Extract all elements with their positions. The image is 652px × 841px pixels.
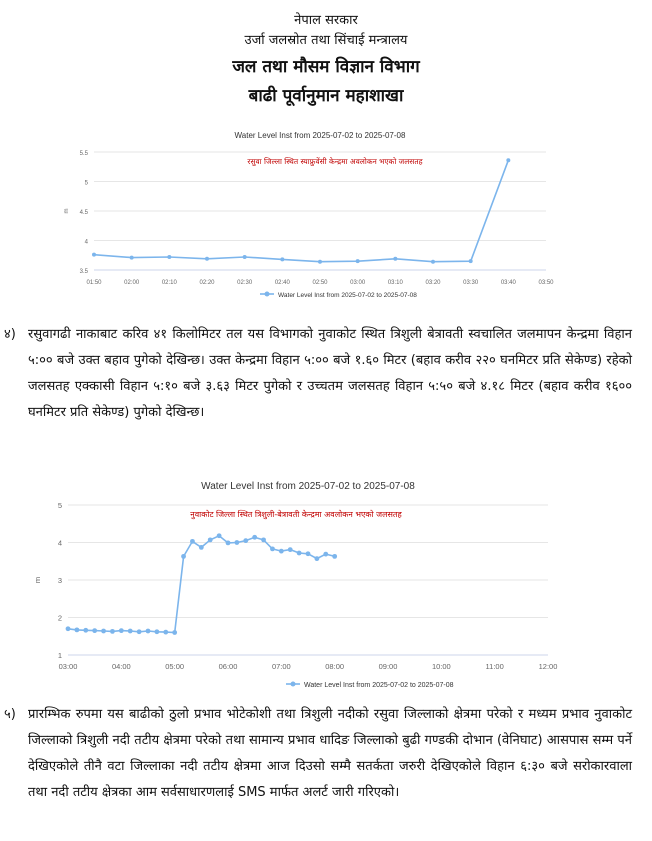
data-point [279, 549, 284, 554]
data-point [234, 540, 239, 545]
legend-point-symbol [265, 292, 270, 297]
x-tick-label: 03:10 [387, 280, 403, 286]
x-tick-label: 08:00 [325, 662, 345, 671]
data-point [92, 253, 96, 257]
x-tick-label: 11:00 [485, 662, 504, 671]
y-tick-label: 5.5 [79, 151, 88, 157]
x-tick-label: 04:00 [111, 662, 131, 671]
y-tick-label: 5 [57, 501, 62, 510]
y-tick-label: 1 [57, 651, 62, 660]
x-tick-label: 01:50 [86, 280, 102, 286]
data-point [205, 257, 209, 261]
chart-syafrubesi-water-level [60, 126, 560, 306]
x-tick-label: 07:00 [271, 662, 291, 671]
data-point [110, 629, 115, 634]
paragraph-5 [4, 702, 632, 806]
x-tick-label: 06:00 [218, 662, 238, 671]
department-name: जल तथा मौसम विज्ञान विभाग [232, 57, 420, 77]
data-point [172, 630, 177, 635]
data-point [288, 547, 293, 552]
paragraph-5-number: ५) [4, 707, 16, 722]
x-tick-label: 12:00 [538, 662, 558, 671]
paragraph-4-number: ४) [4, 327, 16, 342]
data-point [217, 533, 222, 538]
legend-label: Water Level Inst from 2025-07-02 to 2025-07-08 [304, 682, 454, 689]
data-point [167, 255, 171, 259]
chart-trishuli-water-level [28, 474, 568, 696]
chart-annotation: रसुवा जिल्ला स्थित स्याफ्रुवेंसी केन्द्रमा अवलोकन भएको जलसतह [247, 157, 423, 166]
x-tick-label: 10:00 [431, 662, 451, 671]
division-name: बाढी पूर्वानुमान महाशाखा [248, 86, 404, 106]
x-tick-label: 03:50 [538, 280, 554, 286]
data-point [190, 539, 195, 544]
data-point [469, 259, 473, 263]
x-tick-label: 03:20 [425, 280, 441, 286]
data-point [163, 630, 168, 635]
y-tick-label: 4.5 [79, 210, 88, 216]
x-tick-label: 02:50 [312, 280, 328, 286]
data-point [243, 255, 247, 259]
data-point [297, 551, 302, 556]
x-tick-label: 02:00 [124, 280, 140, 286]
data-point [199, 545, 204, 550]
data-point [280, 257, 284, 261]
chart1-svg [60, 126, 560, 306]
y-tick-label: 3 [57, 576, 62, 585]
data-point [119, 628, 124, 633]
data-point [314, 556, 319, 561]
gov-name: नेपाल सरकार [294, 13, 358, 28]
y-tick-label: 4 [84, 239, 88, 246]
data-point [101, 629, 106, 634]
x-tick-label: 02:40 [274, 280, 290, 286]
x-tick-label: 05:00 [165, 662, 185, 671]
x-tick-label: 02:30 [237, 280, 253, 286]
data-point [393, 257, 397, 261]
data-point [137, 629, 142, 634]
data-point [146, 629, 151, 634]
data-point [431, 260, 435, 264]
ministry-name: उर्जा जलस्रोत तथा सिंचाई मन्त्रालय [244, 33, 408, 48]
x-tick-label: 02:10 [161, 280, 177, 286]
data-point [306, 551, 311, 556]
data-point [181, 554, 186, 559]
data-point [66, 626, 71, 631]
data-point [356, 259, 360, 263]
data-point [128, 629, 133, 634]
data-point [83, 628, 88, 633]
legend-label: Water Level Inst from 2025-07-02 to 2025-07-08 [278, 292, 417, 299]
y-axis-label: m [33, 576, 42, 584]
y-tick-label: 4 [57, 538, 62, 548]
y-tick-label: 2 [57, 613, 62, 623]
legend-point-symbol [291, 682, 296, 687]
x-tick-label: 03:40 [500, 280, 516, 286]
data-point [243, 538, 248, 543]
data-point [154, 629, 159, 634]
data-point [270, 546, 275, 551]
chart-title: Water Level Inst from 2025-07-02 to 2025-07-08 [201, 481, 415, 492]
paragraph-4 [4, 322, 632, 426]
data-point [208, 537, 213, 542]
x-tick-label: 09:00 [378, 662, 398, 671]
data-point [261, 537, 266, 542]
x-tick-label: 03:00 [58, 662, 78, 671]
y-axis-label: m [64, 208, 70, 214]
x-tick-label: 02:20 [199, 280, 215, 286]
chart-title: Water Level Inst from 2025-07-02 to 2025-07-08 [234, 131, 406, 140]
chart-annotation: नुवाकोट जिल्ला स्थित त्रिशुली-बेत्रावती केन्द्रमा अवलोकन भएको जलसतह [190, 510, 402, 519]
data-point [332, 554, 337, 559]
x-tick-label: 03:30 [463, 280, 479, 286]
x-tick-label: 03:00 [350, 280, 366, 286]
y-tick-label: 5 [84, 180, 88, 187]
data-point [506, 158, 510, 162]
data-point [252, 535, 257, 540]
data-point [92, 628, 97, 633]
paragraph-5-text: प्रारम्भिक रुपमा यस बाढीको ठुलो प्रभाव भोटेकोशी तथा त्रिशुली नदीको रसुवा जिल्लाको क्षेत्रमा परेको र मध्यम प्रभाव नुवाकोट जिल्लाको त्रिशुली नदी तटीय क्षेत्रमा परेको तथा सामान्य प्रभाव धादिङ जिल्लाको बुढी गण्डकी दोभान (वेनिघाट) आसपास सम्म पर्ने देखिएकोले तीनै वटा जिल्लाका नदी तटीय क्षेत्रमा आज दिउसो सम्मै सतर्कता जरुरी देखिएकोले विहान ६:३० बजे सरोकारवाला तथा नदी तटीय क्षेत्रका आम सर्वसाधारणलाई SMS मार्फत अलर्ट जारी गरिएको। [28, 707, 632, 800]
data-point [226, 540, 231, 545]
chart2-svg [28, 474, 568, 696]
data-point [130, 256, 134, 260]
y-tick-label: 3.5 [79, 269, 88, 275]
data-point [74, 627, 79, 632]
data-point [318, 260, 322, 264]
paragraph-4-text: रसुवागढी नाकाबाट करिव ४१ किलोमिटर तल यस विभागको नुवाकोट स्थित त्रिशुली बेत्रावती स्वचालित जलमापन केन्द्रमा विहान ५:०० बजे उक्त बहाव पुगेको देखिन्छ। उक्त केन्द्रमा विहान ५:०० बजे १.६० मिटर (बहाव करीव २२० घनमिटर प्रति सेकेण्ड) रहेको जलसतह एक्कासी विहान ५:१० बजे ३.६३ मिटर पुगेको र उच्चतम जलसतह विहान ५:५० बजे ४.१८ मिटर (बहाव करीव १६०० घनमिटर प्रति सेकेण्ड) पुगेको देखिन्छ। [28, 327, 632, 420]
data-point [323, 552, 328, 557]
